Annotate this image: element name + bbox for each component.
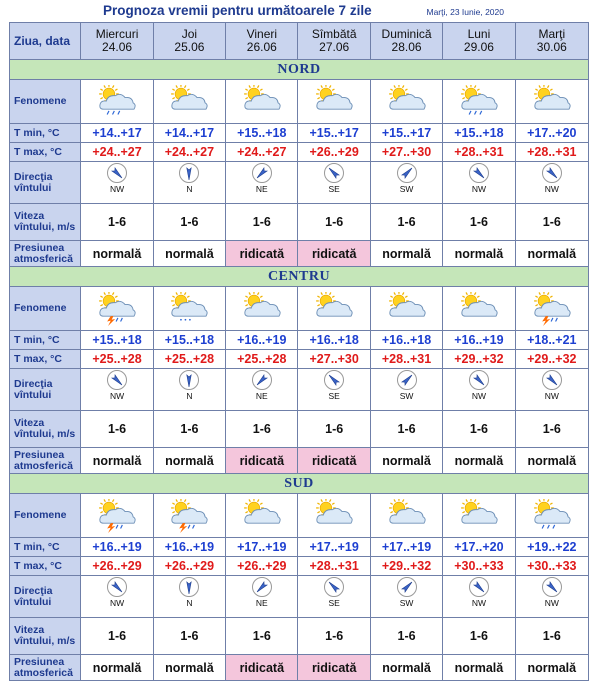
wind-direction-icon: [539, 369, 565, 407]
weather-icon-cell: [81, 80, 153, 124]
tmin-value: +17..+19: [298, 538, 370, 557]
day-header: [81, 23, 153, 60]
pressure-label: Presiunea atmosferică: [10, 655, 81, 681]
wind-direction-text: SW: [399, 391, 414, 401]
sun-cloud-storm-icon: [81, 499, 152, 533]
sun-cloud-rain-icon: [81, 85, 152, 119]
wind-direction-cell: [226, 576, 298, 618]
pressure-value: normală: [153, 448, 225, 474]
wind-speed-value: 1-6: [443, 618, 515, 655]
wind-direction-text: NW: [544, 184, 559, 194]
wind-direction-label: Direcţia vîntului: [10, 162, 81, 204]
region-name: CENTRU: [10, 267, 589, 287]
phenomena-row: [10, 287, 589, 331]
wind-direction-label: Direcţia vîntului: [10, 576, 81, 618]
wind-speed-value: 1-6: [226, 618, 298, 655]
wind-direction-cell: [298, 576, 370, 618]
wind-direction-text: SE: [328, 184, 340, 194]
wind-direction-cell: [81, 369, 153, 411]
tmax-value: +25..+28: [153, 350, 225, 369]
weather-icon-cell: [81, 494, 153, 538]
weather-icon-cell: [515, 494, 588, 538]
pressure-value: ridicată: [298, 448, 370, 474]
tmin-row: [10, 538, 589, 557]
weather-icon-cell: [226, 80, 298, 124]
day-header: [226, 23, 298, 60]
tmin-value: +14..+17: [81, 124, 153, 143]
wind-direction-cell: [298, 369, 370, 411]
day-date: 30.06: [536, 40, 567, 54]
wind-direction-icon: [176, 162, 202, 200]
sun-cloud-icon: [516, 85, 588, 119]
wind-direction-text: NE: [255, 391, 268, 401]
tmax-row: [10, 350, 589, 369]
tmax-value: +28..+31: [298, 557, 370, 576]
corner-label: Ziua, data: [10, 23, 81, 60]
wind-direction-icon: [466, 576, 492, 614]
wind-speed-value: 1-6: [81, 411, 153, 448]
wind-direction-cell: [370, 576, 442, 618]
tmax-label: T max, °C: [10, 350, 81, 369]
phenomena-label: Fenomene: [10, 287, 81, 331]
region-name: SUD: [10, 474, 589, 494]
wind-speed-value: 1-6: [226, 411, 298, 448]
page-header: [0, 0, 600, 22]
wind-speed-row: [10, 204, 589, 241]
weather-icon-cell: [515, 287, 588, 331]
current-date: Marţi, 23 Iunie, 2020: [426, 7, 504, 17]
wind-direction-icon: [249, 162, 275, 200]
wind-direction-icon: [539, 162, 565, 200]
wind-direction-text: NW: [109, 598, 125, 608]
wind-direction-text: NW: [544, 391, 559, 401]
weather-icon-cell: [298, 80, 370, 124]
wind-direction-cell: [370, 369, 442, 411]
weather-icon-cell: [443, 494, 515, 538]
wind-speed-label: Viteza vîntului, m/s: [10, 618, 81, 655]
sun-cloud-icon: [226, 292, 297, 326]
sun-cloud-rain-icon: [443, 85, 514, 119]
tmin-value: +16..+19: [443, 331, 515, 350]
region-row: [10, 267, 589, 287]
tmax-value: +27..+30: [370, 143, 442, 162]
sun-cloud-icon: [371, 499, 442, 533]
sun-cloud-icon: [226, 85, 297, 119]
wind-direction-icon: [539, 576, 565, 614]
tmax-value: +25..+28: [81, 350, 153, 369]
wind-speed-value: 1-6: [153, 204, 225, 241]
wind-direction-text: NW: [109, 391, 125, 401]
day-header: [515, 23, 588, 60]
wind-direction-label: Direcţia vîntului: [10, 369, 81, 411]
wind-direction-icon: [394, 162, 420, 200]
wind-direction-text: SW: [399, 598, 414, 608]
weather-icon-cell: [443, 287, 515, 331]
tmin-value: +17..+19: [226, 538, 298, 557]
day-name: Miercuri: [95, 27, 139, 41]
day-name: Luni: [467, 27, 491, 41]
tmin-value: +16..+18: [370, 331, 442, 350]
days-header-row: [10, 23, 589, 60]
tmax-row: [10, 557, 589, 576]
wind-speed-value: 1-6: [515, 204, 588, 241]
tmax-value: +27..+30: [298, 350, 370, 369]
phenomena-row: [10, 80, 589, 124]
day-date: 27.06: [319, 40, 350, 54]
weather-icon-cell: [370, 287, 442, 331]
day-header: [370, 23, 442, 60]
wind-direction-cell: [515, 162, 588, 204]
pressure-value: normală: [81, 655, 153, 681]
pressure-label: Presiunea atmosferică: [10, 241, 81, 267]
tmax-value: +30..+33: [515, 557, 588, 576]
pressure-value: normală: [81, 241, 153, 267]
wind-direction-cell: [153, 369, 225, 411]
sun-cloud-storm-icon: [81, 292, 152, 326]
wind-direction-cell: [298, 162, 370, 204]
tmax-value: +26..+29: [153, 557, 225, 576]
wind-direction-icon: [466, 162, 492, 200]
wind-speed-label: Viteza vîntului, m/s: [10, 411, 81, 448]
sun-cloud-icon: [154, 85, 225, 119]
wind-speed-label: Viteza vîntului, m/s: [10, 204, 81, 241]
pressure-value: normală: [515, 655, 588, 681]
phenomena-label: Fenomene: [10, 80, 81, 124]
weather-icon-cell: [370, 80, 442, 124]
day-date: 28.06: [391, 40, 422, 54]
wind-direction-icon: [394, 576, 420, 614]
day-header: [153, 23, 225, 60]
sun-cloud-icon: [371, 85, 442, 119]
tmax-value: +28..+31: [515, 143, 588, 162]
pressure-value: normală: [370, 448, 442, 474]
tmin-label: T min, °C: [10, 331, 81, 350]
wind-direction-icon: [321, 576, 347, 614]
wind-direction-icon: [394, 369, 420, 407]
phenomena-label: Fenomene: [10, 494, 81, 538]
wind-speed-value: 1-6: [298, 411, 370, 448]
day-date: 29.06: [463, 40, 494, 54]
wind-direction-cell: [81, 162, 153, 204]
tmax-row: [10, 143, 589, 162]
phenomena-row: [10, 494, 589, 538]
tmin-value: +15..+18: [81, 331, 153, 350]
weather-icon-cell: [515, 80, 588, 124]
wind-direction-row: [10, 369, 589, 411]
wind-speed-value: 1-6: [370, 618, 442, 655]
wind-direction-text: NW: [471, 598, 486, 608]
day-name: Vineri: [246, 27, 278, 41]
wind-speed-value: 1-6: [81, 204, 153, 241]
wind-direction-icon: [249, 576, 275, 614]
tmax-value: +29..+32: [370, 557, 442, 576]
region-name: NORD: [10, 60, 589, 80]
weather-icon-cell: [81, 287, 153, 331]
tmin-value: +15..+18: [226, 124, 298, 143]
wind-speed-value: 1-6: [443, 411, 515, 448]
wind-direction-text: NE: [255, 598, 268, 608]
wind-direction-cell: [226, 162, 298, 204]
sun-cloud-icon: [298, 499, 369, 533]
wind-direction-icon: [466, 369, 492, 407]
wind-speed-value: 1-6: [298, 618, 370, 655]
wind-direction-text: N: [186, 391, 193, 401]
sun-cloud-light-rain-icon: [154, 292, 225, 326]
wind-direction-text: NE: [255, 184, 268, 194]
wind-speed-value: 1-6: [515, 411, 588, 448]
pressure-value: normală: [443, 448, 515, 474]
tmin-label: T min, °C: [10, 124, 81, 143]
pressure-value: normală: [443, 655, 515, 681]
pressure-value: ridicată: [298, 655, 370, 681]
wind-speed-value: 1-6: [153, 411, 225, 448]
sun-cloud-icon: [371, 292, 442, 326]
pressure-label: Presiunea atmosferică: [10, 448, 81, 474]
wind-direction-cell: [81, 576, 153, 618]
pressure-value: normală: [515, 448, 588, 474]
wind-direction-text: N: [186, 184, 193, 194]
wind-direction-text: NW: [471, 391, 486, 401]
pressure-value: normală: [153, 241, 225, 267]
pressure-value: normală: [443, 241, 515, 267]
wind-direction-icon: [104, 369, 130, 407]
tmin-value: +16..+19: [81, 538, 153, 557]
day-name: Marţi: [538, 27, 566, 41]
tmin-value: +14..+17: [153, 124, 225, 143]
sun-cloud-icon: [226, 499, 297, 533]
pressure-row: [10, 448, 589, 474]
wind-direction-icon: [176, 369, 202, 407]
pressure-value: normală: [515, 241, 588, 267]
wind-speed-value: 1-6: [81, 618, 153, 655]
tmin-label: T min, °C: [10, 538, 81, 557]
weather-icon-cell: [226, 287, 298, 331]
weather-icon-cell: [298, 287, 370, 331]
wind-direction-cell: [515, 576, 588, 618]
wind-direction-icon: [104, 576, 130, 614]
weather-icon-cell: [370, 494, 442, 538]
wind-direction-cell: [226, 369, 298, 411]
tmin-row: [10, 331, 589, 350]
region-row: [10, 60, 589, 80]
tmin-value: +17..+20: [443, 538, 515, 557]
weather-icon-cell: [153, 494, 225, 538]
wind-direction-icon: [321, 162, 347, 200]
pressure-value: normală: [81, 448, 153, 474]
wind-direction-cell: [515, 369, 588, 411]
pressure-value: normală: [370, 241, 442, 267]
sun-cloud-storm-icon: [154, 499, 225, 533]
wind-speed-value: 1-6: [226, 204, 298, 241]
tmax-value: +24..+27: [153, 143, 225, 162]
wind-direction-cell: [443, 369, 515, 411]
wind-speed-value: 1-6: [443, 204, 515, 241]
wind-direction-text: NW: [471, 184, 486, 194]
day-date: 24.06: [102, 40, 133, 54]
sun-cloud-rain-icon: [516, 499, 588, 533]
sun-cloud-icon: [443, 499, 514, 533]
forecast-table: [9, 22, 589, 681]
wind-direction-icon: [176, 576, 202, 614]
wind-direction-cell: [153, 162, 225, 204]
pressure-value: ridicată: [226, 241, 298, 267]
wind-direction-text: NW: [544, 598, 559, 608]
tmin-value: +15..+18: [153, 331, 225, 350]
tmin-value: +15..+17: [370, 124, 442, 143]
pressure-value: ridicată: [226, 655, 298, 681]
tmin-value: +16..+19: [153, 538, 225, 557]
wind-direction-text: NW: [109, 184, 125, 194]
tmax-value: +24..+27: [81, 143, 153, 162]
tmin-value: +16..+19: [226, 331, 298, 350]
wind-direction-icon: [321, 369, 347, 407]
wind-direction-cell: [443, 576, 515, 618]
tmax-value: +30..+33: [443, 557, 515, 576]
tmax-value: +29..+32: [443, 350, 515, 369]
wind-direction-icon: [249, 369, 275, 407]
tmax-label: T max, °C: [10, 143, 81, 162]
tmax-label: T max, °C: [10, 557, 81, 576]
region-row: [10, 474, 589, 494]
day-name: Duminică: [381, 27, 432, 41]
wind-direction-text: N: [186, 598, 193, 608]
wind-direction-row: [10, 162, 589, 204]
tmax-value: +26..+29: [81, 557, 153, 576]
day-name: Sîmbătă: [311, 27, 357, 41]
wind-direction-text: SW: [399, 184, 414, 194]
page-title: Prognoza vremii pentru următoarele 7 zile: [103, 3, 372, 18]
wind-speed-value: 1-6: [298, 204, 370, 241]
wind-direction-text: SE: [328, 391, 340, 401]
tmax-value: +25..+28: [226, 350, 298, 369]
weather-icon-cell: [443, 80, 515, 124]
tmin-value: +15..+17: [298, 124, 370, 143]
weather-icon-cell: [153, 80, 225, 124]
tmin-value: +18..+21: [515, 331, 588, 350]
sun-cloud-storm-icon: [516, 292, 588, 326]
wind-speed-value: 1-6: [370, 411, 442, 448]
tmin-value: +15..+18: [443, 124, 515, 143]
pressure-value: ridicată: [298, 241, 370, 267]
pressure-row: [10, 241, 589, 267]
tmax-value: +26..+29: [226, 557, 298, 576]
tmin-row: [10, 124, 589, 143]
day-header: [298, 23, 370, 60]
wind-direction-row: [10, 576, 589, 618]
day-name: Joi: [181, 27, 198, 41]
tmin-value: +17..+19: [370, 538, 442, 557]
tmin-value: +17..+20: [515, 124, 588, 143]
tmax-value: +26..+29: [298, 143, 370, 162]
pressure-value: ridicată: [226, 448, 298, 474]
wind-direction-cell: [153, 576, 225, 618]
wind-speed-value: 1-6: [153, 618, 225, 655]
weather-icon-cell: [226, 494, 298, 538]
wind-direction-text: SE: [328, 598, 340, 608]
tmax-value: +28..+31: [443, 143, 515, 162]
wind-direction-cell: [370, 162, 442, 204]
day-date: 26.06: [246, 40, 277, 54]
tmax-value: +28..+31: [370, 350, 442, 369]
tmax-value: +24..+27: [226, 143, 298, 162]
sun-cloud-icon: [298, 85, 369, 119]
sun-cloud-icon: [443, 292, 514, 326]
wind-speed-value: 1-6: [370, 204, 442, 241]
wind-speed-value: 1-6: [515, 618, 588, 655]
weather-icon-cell: [153, 287, 225, 331]
tmin-value: +16..+18: [298, 331, 370, 350]
sun-cloud-icon: [298, 292, 369, 326]
wind-direction-cell: [443, 162, 515, 204]
day-date: 25.06: [174, 40, 205, 54]
pressure-value: normală: [370, 655, 442, 681]
pressure-value: normală: [153, 655, 225, 681]
weather-icon-cell: [298, 494, 370, 538]
wind-direction-icon: [104, 162, 130, 200]
pressure-row: [10, 655, 589, 681]
wind-speed-row: [10, 411, 589, 448]
wind-speed-row: [10, 618, 589, 655]
tmin-value: +19..+22: [515, 538, 588, 557]
tmax-value: +29..+32: [515, 350, 588, 369]
day-header: [443, 23, 515, 60]
